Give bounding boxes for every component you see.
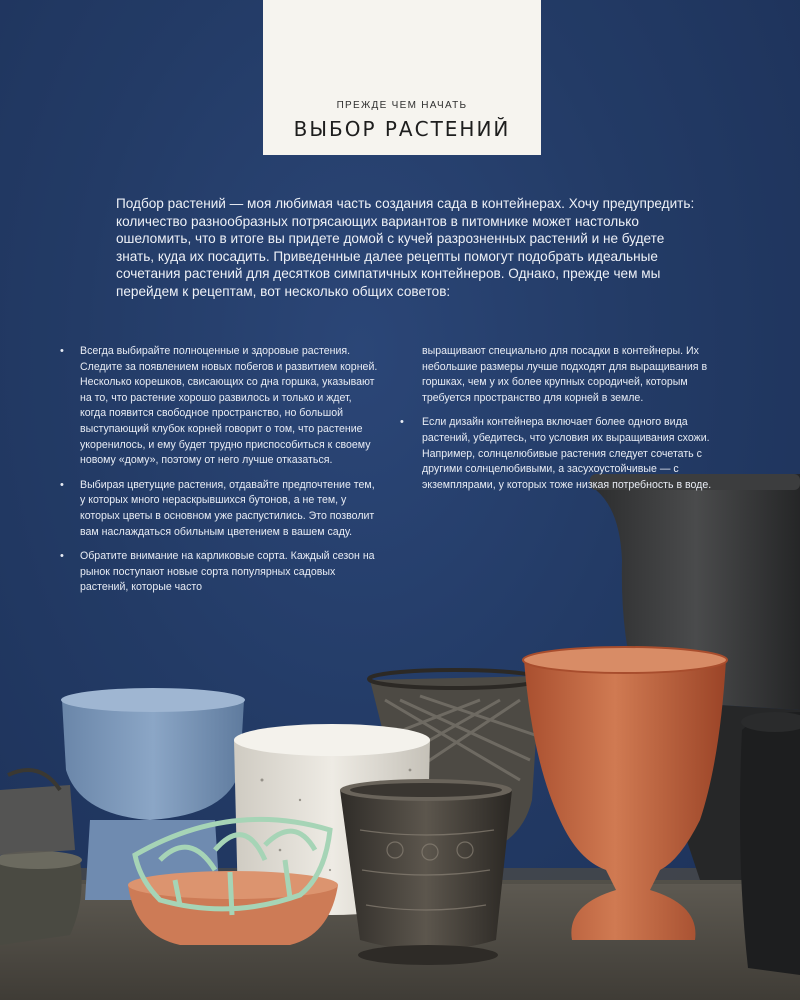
tip-continuation — [400, 344, 730, 406]
bullet-marker: • — [60, 345, 64, 357]
tip-text: Обратите внимание на карликовые сорта. Каждый сезон на рынок поступают новые сорта популярных садовых растений, которые часто — [80, 550, 375, 594]
bullet-marker: • — [60, 550, 64, 563]
metal-bucket — [340, 779, 512, 965]
bullet-marker: • — [400, 416, 404, 429]
tip-text: выращивают специально для посадки в контейнеры. Их небольшие размеры лучше подходят для выращивания в горшках, чем у их более крупных сородичей, которым требуется пространство для корней в земле. — [422, 345, 708, 404]
tip-text: Всегда выбирайте полноценные и здоровые растения. Следите за появлением новых побегов и развитием корней. Несколько корешков, свисающих со дна горшка, указывают на то, что растение хорошо развилось и только и ждет, когда появится свободное пространство, но большой выступающий клубок корней говорит о том, что растение укоренилось, и ему будет трудно приспособиться к своему новому «дому», поэтому от него лучше отказаться. — [80, 345, 378, 467]
section-kicker: ПРЕЖДЕ ЧЕМ НАЧАТЬ — [336, 100, 468, 111]
intro-paragraph: Подбор растений — моя любимая часть создания сада в контейнерах. Хочу предупредить: количество разнообразных потрясающих вариантов в питомнике может настолько ошеломить, что в итоге вы придете домой с кучей разрозненных растений и не будете знать, куда их посадить. Приведенные далее рецепты помогут подобрать идеальные сочетания растений для десятков симпатичных контейнеров. Однако, прежде чем мы перейдем к рецептам, вот несколько общих советов: — [116, 196, 695, 299]
antique-metal-pot — [0, 770, 82, 945]
tip-item — [60, 549, 378, 596]
tip-item — [60, 478, 378, 540]
bullet-marker: • — [60, 478, 64, 491]
tips-column-right — [400, 344, 730, 502]
blue-ceramic-pot — [61, 688, 245, 900]
tip-item — [60, 344, 378, 469]
page-title: ВЫБОР РАСТЕНИЙ — [293, 117, 511, 141]
tips-column-left — [60, 344, 378, 605]
black-pot — [740, 712, 800, 975]
title-box — [263, 0, 541, 155]
tip-item — [400, 415, 730, 493]
tip-text: Если дизайн контейнера включает более одного вида растений, убедитесь, что условия их выращивания схожи. Например, солнцелюбивые растения следует сочетать с другими солнцелюбивыми, а засухоустойчивые — с экземплярами, у которых тоже низкая потребность в воде. — [422, 416, 712, 491]
tip-text: Выбирая цветущие растения, отдавайте предпочтение тем, у которых много нераскрывшихся бутонов, а не тем, у которых цветы в основном уже распустились. Это позволит вам наслаждаться обильным цветением в вашем саду. — [80, 478, 375, 538]
